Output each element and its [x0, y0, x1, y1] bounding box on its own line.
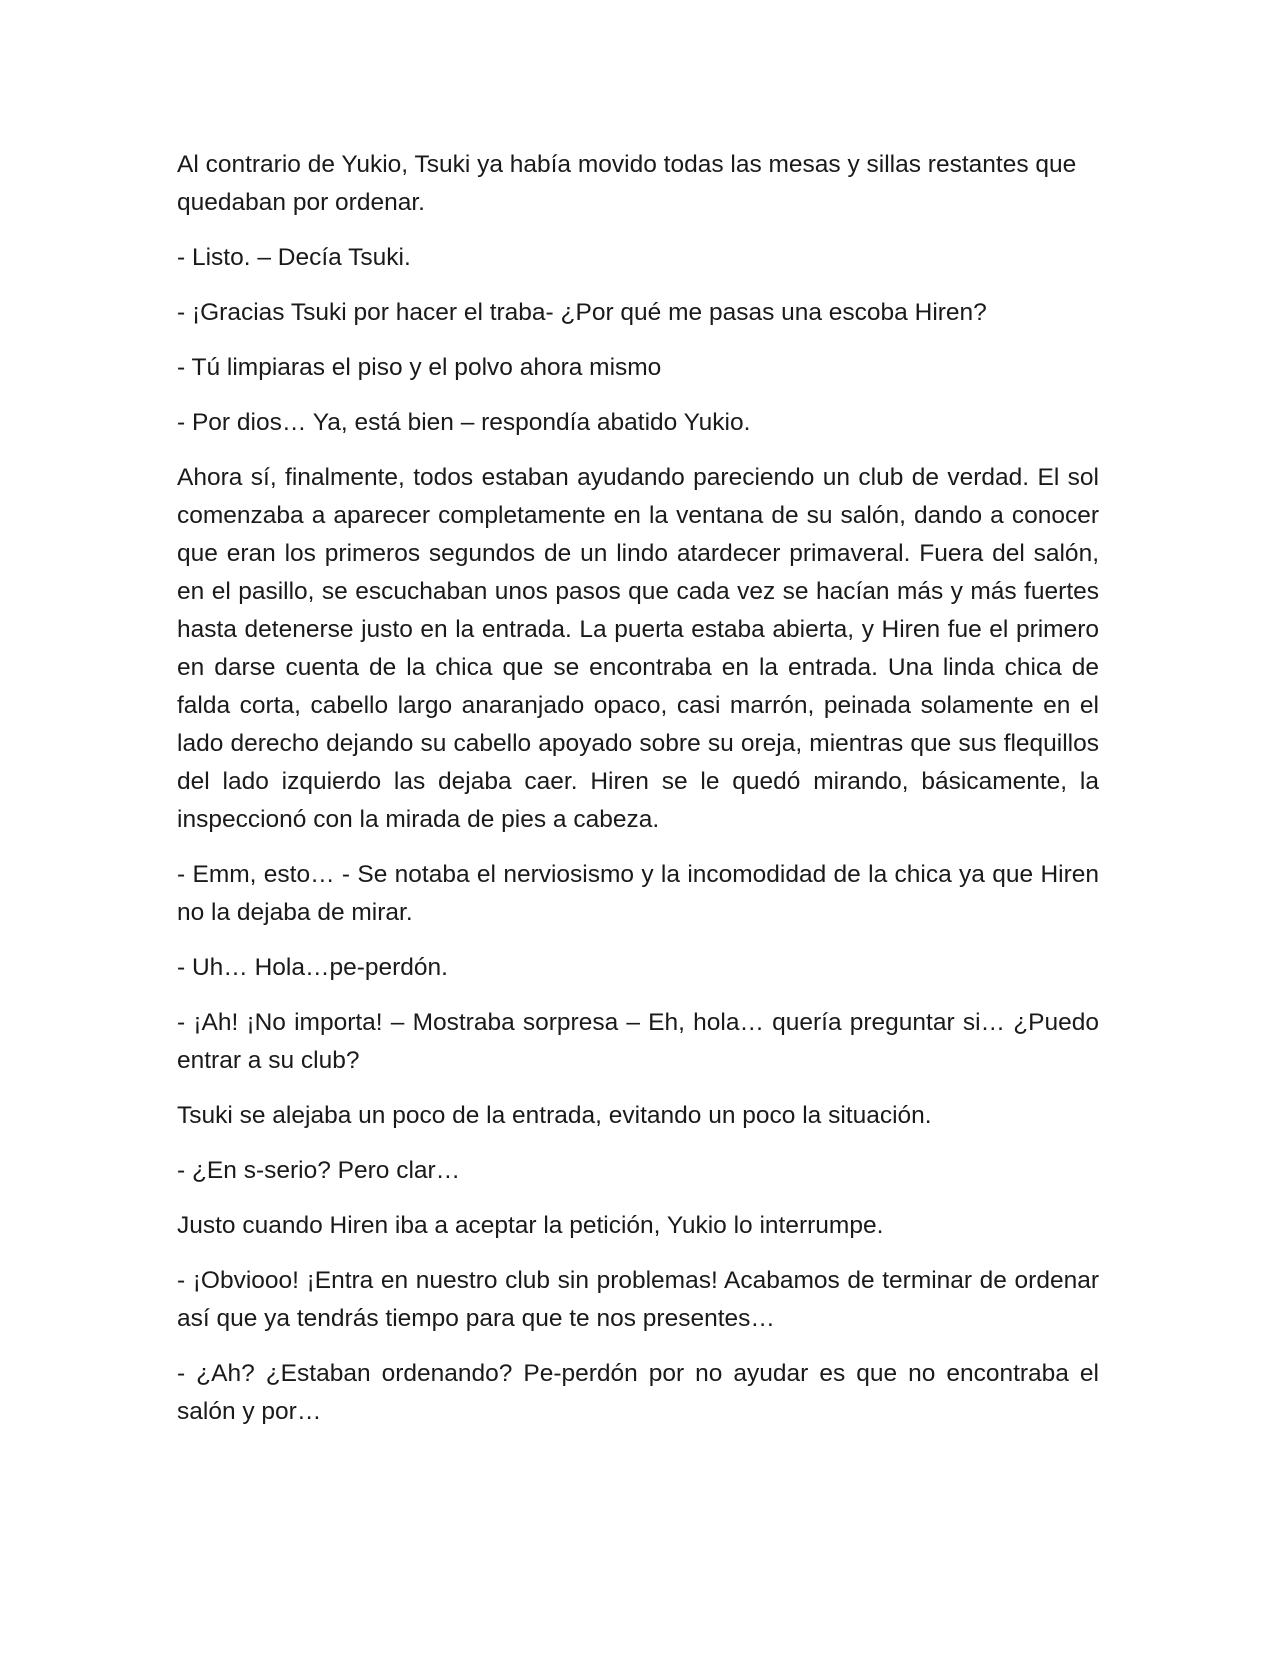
paragraph: - ¡Gracias Tsuki por hacer el traba- ¿Por qué me pasas una escoba Hiren?	[177, 299, 987, 326]
document-page	[177, 146, 1099, 1448]
paragraph: Tsuki se alejaba un poco de la entrada, evitando un poco la situación.	[177, 1102, 932, 1129]
paragraph: - ¿Ah? ¿Estaban ordenando? Pe-perdón por no ayudar es que no encontraba el salón y por…	[177, 1360, 1099, 1425]
paragraph: Justo cuando Hiren iba a aceptar la petición, Yukio lo interrumpe.	[177, 1212, 884, 1239]
paragraph: - ¿En s-serio? Pero clar…	[177, 1157, 461, 1184]
paragraph: - Por dios… Ya, está bien – respondía abatido Yukio.	[177, 409, 751, 436]
paragraph: - ¡Obviooo! ¡Entra en nuestro club sin problemas! Acabamos de terminar de ordenar así que ya tendrás tiempo para que te nos presentes…	[177, 1267, 1099, 1332]
paragraph: - Uh… Hola…pe-perdón.	[177, 954, 448, 981]
paragraph: - Emm, esto… - Se notaba el nerviosismo y la incomodidad de la chica ya que Hiren no la dejaba de mirar.	[177, 861, 1099, 926]
paragraph: - ¡Ah! ¡No importa! – Mostraba sorpresa – Eh, hola… quería preguntar si… ¿Puedo entrar a su club?	[177, 1009, 1099, 1074]
paragraph: - Listo. – Decía Tsuki.	[177, 244, 411, 271]
paragraph: Al contrario de Yukio, Tsuki ya había movido todas las mesas y sillas restantes que quedaban por ordenar.	[177, 151, 1077, 216]
paragraph: - Tú limpiaras el piso y el polvo ahora mismo	[177, 354, 662, 381]
paragraph: Ahora sí, finalmente, todos estaban ayudando pareciendo un club de verdad. El sol comenzaba a aparecer completamente en la ventana de su salón, dando a conocer que eran los primeros segundos de un lindo atardecer primaveral. Fuera del salón, en el pasillo, se escuchaban unos pasos que cada vez se hacían más y más fuertes hasta detenerse justo en la entrada. La puerta estaba abierta, y Hiren fue el primero en darse cuenta de la chica que se encontraba en la entrada. Una linda chica de falda corta, cabello largo anaranjado opaco, casi marrón, peinada solamente en el lado derecho dejando su cabello apoyado sobre su oreja, mientras que sus flequillos del lado izquierdo las dejaba caer. Hiren se le quedó mirando, básicamente, la inspeccionó con la mirada de pies a cabeza.	[177, 464, 1099, 833]
